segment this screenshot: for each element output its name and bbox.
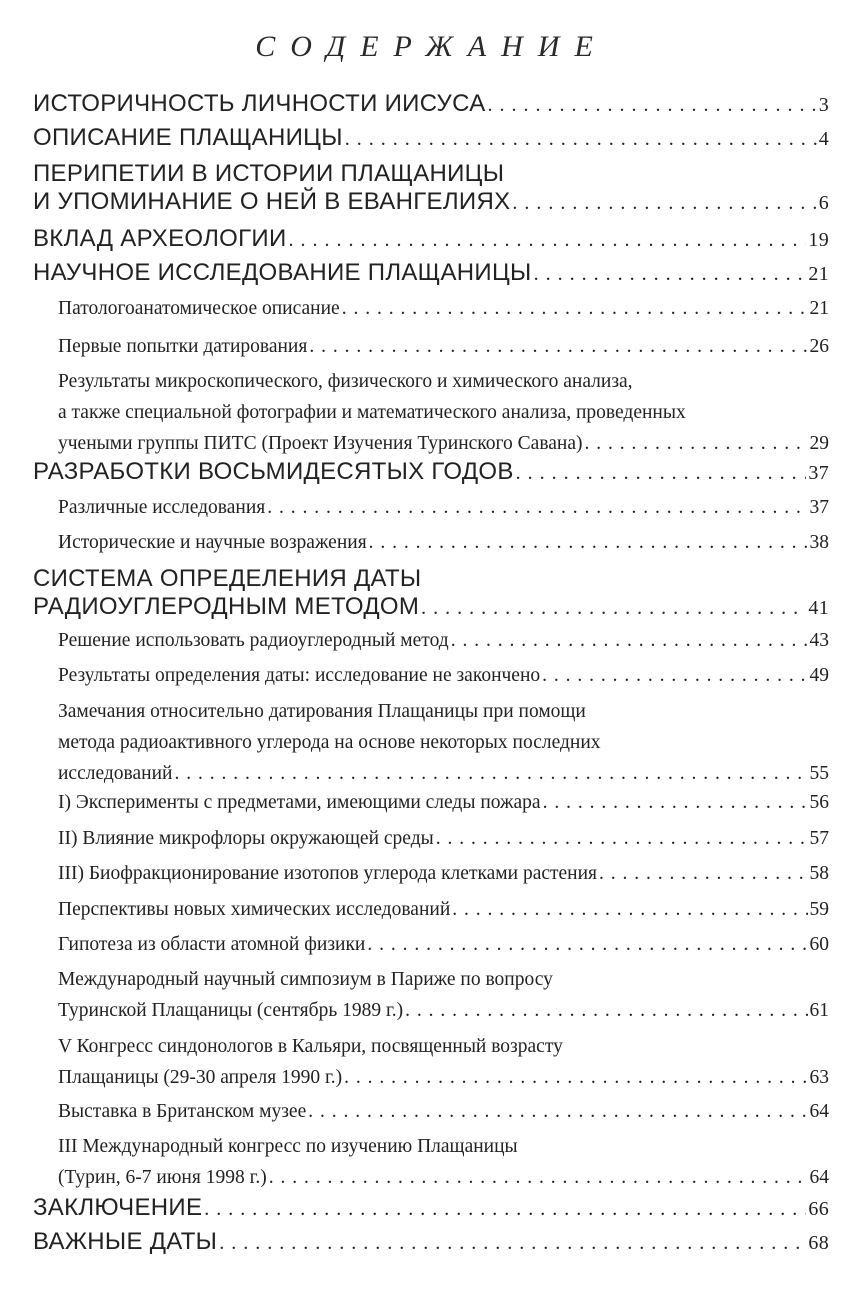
toc-leader-line <box>58 625 829 656</box>
toc-title: Плащаницы (29-30 апреля 1990 г.) <box>58 1067 343 1088</box>
toc-section <box>58 527 829 558</box>
dot-leader <box>421 594 806 622</box>
toc-title-line: Результаты микроскопического, физического и химического анализа, <box>58 371 633 392</box>
toc-chapter <box>33 565 829 622</box>
toc-section <box>58 366 829 459</box>
toc-chapter <box>33 90 829 119</box>
toc-leader-line <box>58 527 829 558</box>
page-number: 43 <box>809 630 829 651</box>
page-number: 4 <box>818 128 829 150</box>
toc-title: Выставка в Британском музее <box>58 1101 307 1122</box>
dot-leader <box>542 660 807 691</box>
page-number: 60 <box>809 934 829 955</box>
toc-leader-line <box>58 428 829 459</box>
dot-leader <box>269 1162 808 1193</box>
toc-title-line: Замечания относительно датирования Плащаницы при помощи <box>58 701 586 722</box>
page-number: 55 <box>809 763 829 784</box>
dot-leader <box>488 91 817 119</box>
toc-title: И УПОМИНАНИЕ О НЕЙ В ЕВАНГЕЛИЯХ <box>33 188 511 215</box>
dot-leader <box>367 929 807 960</box>
toc-leader-line <box>58 1162 829 1193</box>
dot-leader <box>599 858 807 889</box>
dot-leader <box>585 428 808 459</box>
toc-section <box>58 964 829 1026</box>
toc-title: ВКЛАД АРХЕОЛОГИИ <box>33 225 287 252</box>
toc-section <box>58 1096 829 1127</box>
toc-title: Результаты определения даты: исследование не закончено <box>58 665 541 686</box>
page-number: 41 <box>808 597 829 619</box>
dot-leader <box>452 894 807 925</box>
toc-leader-line <box>58 331 829 362</box>
dot-leader <box>405 995 807 1026</box>
toc-leader-line <box>58 492 829 523</box>
toc-title: III) Биофракционирование изотопов углерода клетками растения <box>58 863 598 884</box>
page-number: 64 <box>809 1101 829 1122</box>
dot-leader <box>451 625 808 656</box>
toc-leader-line <box>58 1096 829 1127</box>
toc-leader-line <box>58 660 829 691</box>
page-number: 29 <box>809 433 829 454</box>
toc-leader-line <box>58 1062 829 1093</box>
dot-leader <box>204 1195 806 1223</box>
toc-title: ИСТОРИЧНОСТЬ ЛИЧНОСТИ ИИСУСА <box>33 90 486 117</box>
toc-title: (Турин, 6-7 июня 1998 г.) <box>58 1167 267 1188</box>
toc-leader-line <box>58 858 829 889</box>
toc-title: Перспективы новых химических исследований <box>58 899 451 920</box>
toc-title: исследований <box>58 763 173 784</box>
toc-section <box>58 894 829 925</box>
page-number: 37 <box>808 462 829 484</box>
toc-leader-line <box>58 787 829 818</box>
toc-section <box>58 858 829 889</box>
dot-leader <box>543 787 808 818</box>
toc-chapter <box>33 124 829 153</box>
toc-title: II) Влияние микрофлоры окружающей среды <box>58 828 434 849</box>
toc-leader-line <box>33 124 829 153</box>
toc-title-line: V Конгресс синдонологов в Кальяри, посвященный возрасту <box>58 1036 563 1057</box>
toc-title: учеными группы ПИТС (Проект Изучения Туринского Савана) <box>58 433 583 454</box>
toc-title-line: ПЕРИПЕТИИ В ИСТОРИИ ПЛАЩАНИЦЫ <box>33 160 505 187</box>
toc-leader-line <box>33 1228 829 1257</box>
page-number: 19 <box>808 229 829 251</box>
dot-leader <box>345 125 817 153</box>
page-number: 6 <box>818 192 829 214</box>
toc-title: I) Эксперименты с предметами, имеющими следы пожара <box>58 792 541 813</box>
toc-leader-line <box>33 225 829 254</box>
page-number: 21 <box>809 298 829 319</box>
page-number: 61 <box>809 1000 829 1021</box>
toc-leader-line <box>58 293 829 324</box>
toc-leader-line <box>33 259 829 288</box>
toc-title: Решение использовать радиоуглеродный метод <box>58 630 449 651</box>
toc-section <box>58 660 829 691</box>
dot-leader <box>174 758 807 789</box>
page-number: 58 <box>809 863 829 884</box>
dot-leader <box>344 1062 807 1093</box>
toc-section <box>58 1031 829 1093</box>
toc-title-line: СИСТЕМА ОПРЕДЕЛЕНИЯ ДАТЫ <box>33 565 422 592</box>
toc-title: ОПИСАНИЕ ПЛАЩАНИЦЫ <box>33 124 343 151</box>
toc-section <box>58 823 829 854</box>
toc-title: ЗАКЛЮЧЕНИЕ <box>33 1194 203 1221</box>
toc-title: НАУЧНОЕ ИССЛЕДОВАНИЕ ПЛАЩАНИЦЫ <box>33 259 532 286</box>
toc-chapter <box>33 225 829 254</box>
dot-leader <box>369 527 808 558</box>
toc-section <box>58 293 829 324</box>
toc-title-line: метода радиоактивного углерода на основе некоторых последних <box>58 732 601 753</box>
dot-leader <box>308 1096 807 1127</box>
contents-heading: СОДЕРЖАНИЕ <box>255 30 608 63</box>
toc-leader-line <box>58 823 829 854</box>
dot-leader <box>342 293 808 324</box>
toc-section <box>58 929 829 960</box>
page-number: 57 <box>809 828 829 849</box>
toc-leader-line <box>33 458 829 487</box>
toc-leader-line <box>33 1194 829 1223</box>
toc-section <box>58 696 829 789</box>
toc-title: РАЗРАБОТКИ ВОСЬМИДЕСЯТЫХ ГОДОВ <box>33 458 514 485</box>
toc-title: Гипотеза из области атомной физики <box>58 934 366 955</box>
toc-title: РАДИОУГЛЕРОДНЫМ МЕТОДОМ <box>33 593 420 620</box>
toc-section <box>58 625 829 656</box>
toc-chapter <box>33 160 829 217</box>
toc-chapter <box>33 259 829 288</box>
toc-chapter <box>33 1228 829 1257</box>
toc-leader-line <box>58 929 829 960</box>
dot-leader <box>516 459 807 487</box>
toc-leader-line <box>58 894 829 925</box>
page-number: 68 <box>808 1232 829 1254</box>
toc-leader-line <box>58 758 829 789</box>
page-number: 64 <box>809 1167 829 1188</box>
dot-leader <box>289 226 807 254</box>
dot-leader <box>512 189 816 217</box>
page-number: 49 <box>809 665 829 686</box>
toc-title: Патологоанатомическое описание <box>58 298 340 319</box>
toc-chapter <box>33 458 829 487</box>
toc-title-line: III Международный конгресс по изучению Плащаницы <box>58 1136 518 1157</box>
toc-section <box>58 492 829 523</box>
toc-title: ВАЖНЫЕ ДАТЫ <box>33 1228 218 1255</box>
toc-section <box>58 787 829 818</box>
toc-title-line: а также специальной фотографии и математического анализа, проведенных <box>58 402 686 423</box>
dot-leader <box>309 331 807 362</box>
toc-title: Туринской Плащаницы (сентябрь 1989 г.) <box>58 1000 404 1021</box>
page-number: 38 <box>809 532 829 553</box>
page-number: 59 <box>809 899 829 920</box>
toc-leader-line <box>33 90 829 119</box>
toc-leader-line <box>33 188 829 217</box>
dot-leader <box>219 1229 806 1257</box>
toc-section <box>58 1131 829 1193</box>
page-number: 66 <box>808 1198 829 1220</box>
page-number: 37 <box>809 497 829 518</box>
page-number: 21 <box>808 263 829 285</box>
toc-leader-line <box>33 593 829 622</box>
toc-title-line: Международный научный симпозиум в Париже по вопросу <box>58 969 553 990</box>
toc-title: Исторические и научные возражения <box>58 532 367 553</box>
page-number: 63 <box>809 1067 829 1088</box>
toc-leader-line <box>58 995 829 1026</box>
dot-leader <box>267 492 807 523</box>
toc-title: Первые попытки датирования <box>58 336 308 357</box>
dot-leader <box>534 260 807 288</box>
page-number: 26 <box>809 336 829 357</box>
page-number: 3 <box>818 94 829 116</box>
dot-leader <box>436 823 808 854</box>
page-number: 56 <box>809 792 829 813</box>
toc-title: Различные исследования <box>58 497 266 518</box>
toc-chapter <box>33 1194 829 1223</box>
toc-section <box>58 331 829 362</box>
